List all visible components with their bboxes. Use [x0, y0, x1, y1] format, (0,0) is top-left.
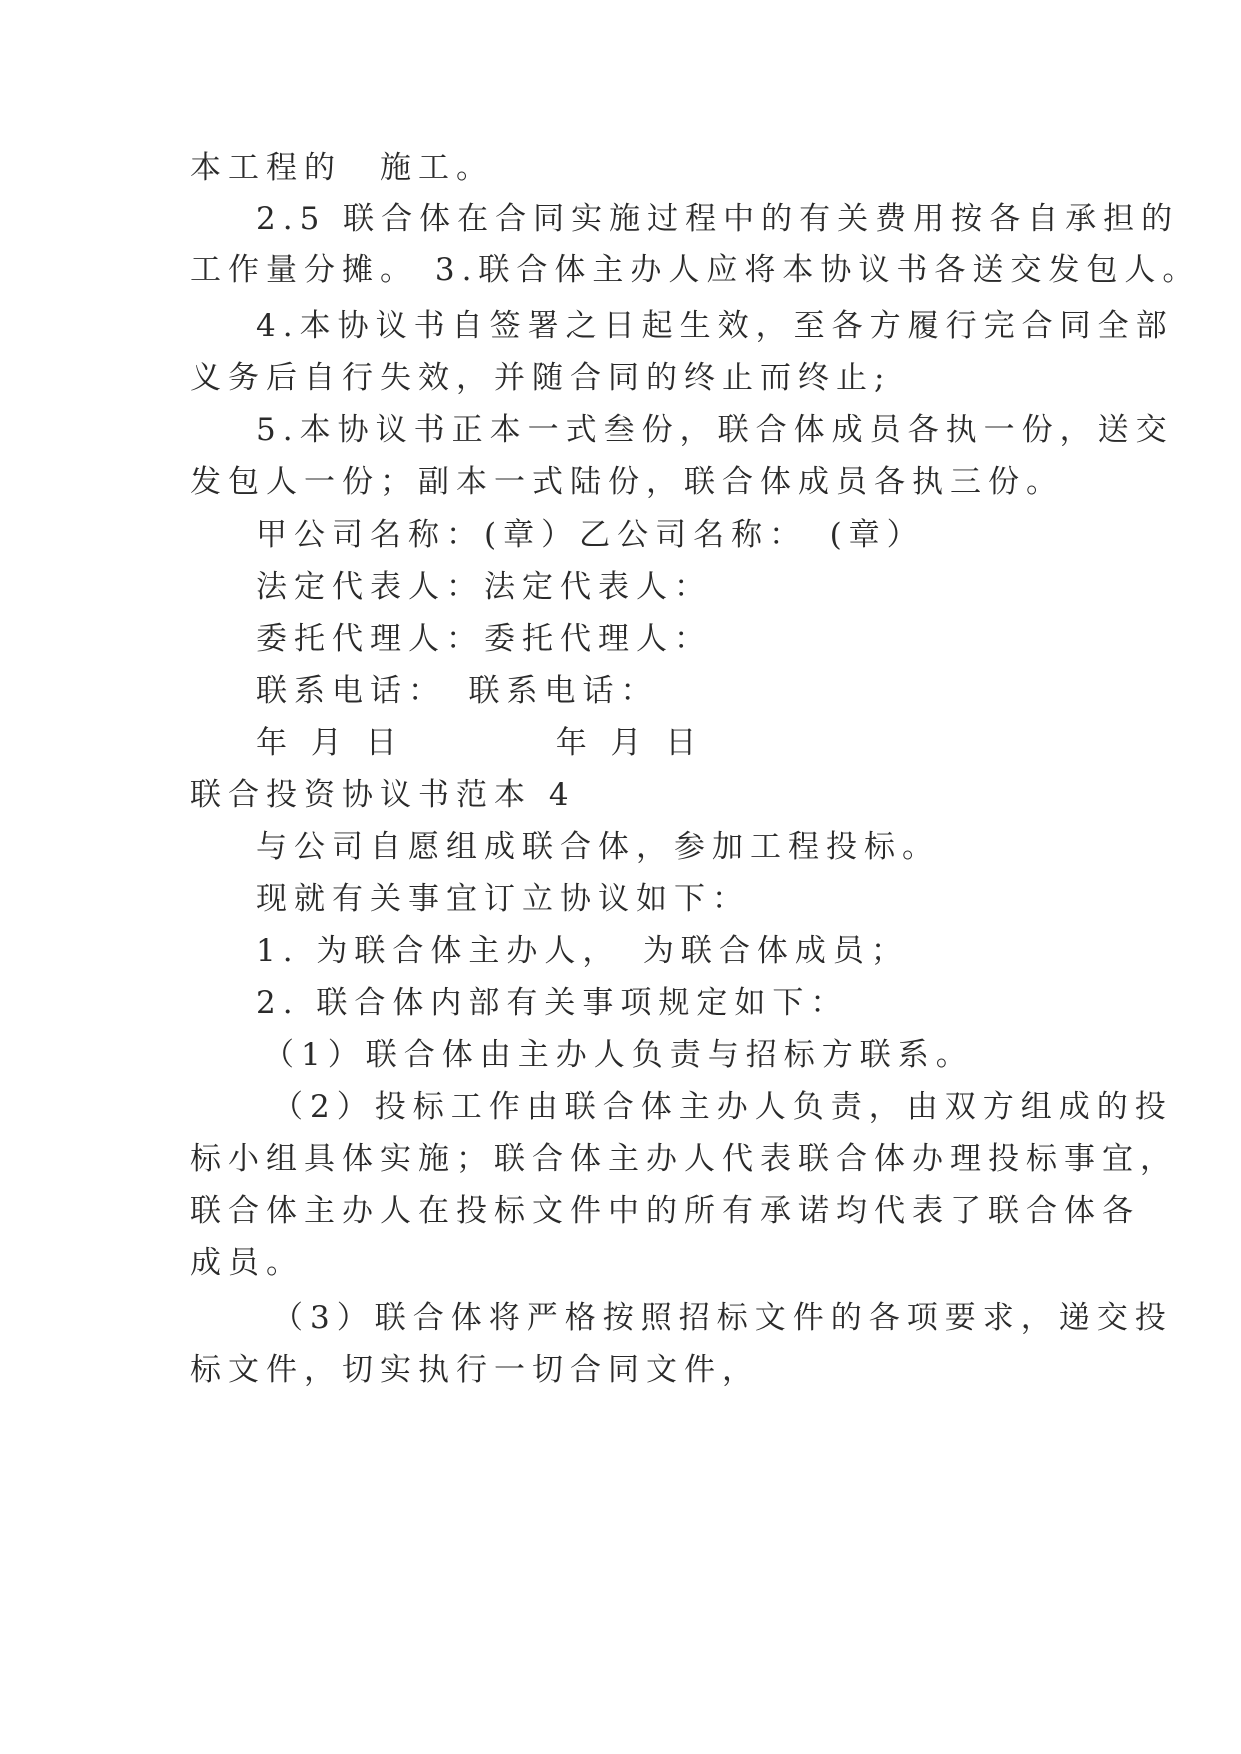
text-line: 标小组具体实施；联合体主办人代表联合体办理投标事宜，: [190, 1141, 1178, 1177]
text-line: 4.本协议书自签署之日起生效，至各方履行完合同全部: [256, 308, 1174, 344]
text-line: 联系电话： 联系电话：: [256, 673, 659, 709]
text-line: 现就有关事宜订立协议如下：: [256, 881, 750, 917]
section-heading: 联合投资协议书范本 4: [190, 777, 576, 813]
text-line: （1）联合体由主办人负责与招标方联系。: [263, 1037, 974, 1073]
text-line: （3）联合体将严格按照招标文件的各项要求，递交投: [272, 1300, 1173, 1336]
text-line: （2）投标工作由联合体主办人负责，由双方组成的投: [272, 1089, 1173, 1125]
text-line: 甲公司名称：(章）乙公司名称： (章）: [256, 517, 925, 553]
text-line: 成员。: [190, 1245, 304, 1281]
text-line: 年 月 日 年 月 日: [256, 725, 704, 761]
text-line: 委托代理人：委托代理人：: [256, 621, 712, 657]
text-line: 本工程的 施工。: [190, 150, 494, 186]
text-line: 联合体主办人在投标文件中的所有承诺均代表了联合体各: [190, 1193, 1140, 1229]
text-line: 2.5 联合体在合同实施过程中的有关费用按各自承担的: [256, 201, 1180, 237]
text-line: 标文件，切实执行一切合同文件，: [190, 1352, 760, 1388]
text-line: 2. 联合体内部有关事项规定如下：: [256, 985, 849, 1021]
text-line: 义务后自行失效，并随合同的终止而终止;: [190, 360, 892, 396]
text-line: 5.本协议书正本一式叁份，联合体成员各执一份，送交: [256, 412, 1174, 448]
text-line: 工作量分摊。 3.联合体主办人应将本协议书各送交发包人。: [190, 252, 1201, 288]
text-line: 与公司自愿组成联合体，参加工程投标。: [256, 829, 940, 865]
text-line: 发包人一份；副本一式陆份，联合体成员各执三份。: [190, 464, 1064, 500]
text-line: 法定代表人：法定代表人：: [256, 569, 712, 605]
text-line: 1. 为联合体主办人， 为联合体成员；: [256, 933, 909, 969]
